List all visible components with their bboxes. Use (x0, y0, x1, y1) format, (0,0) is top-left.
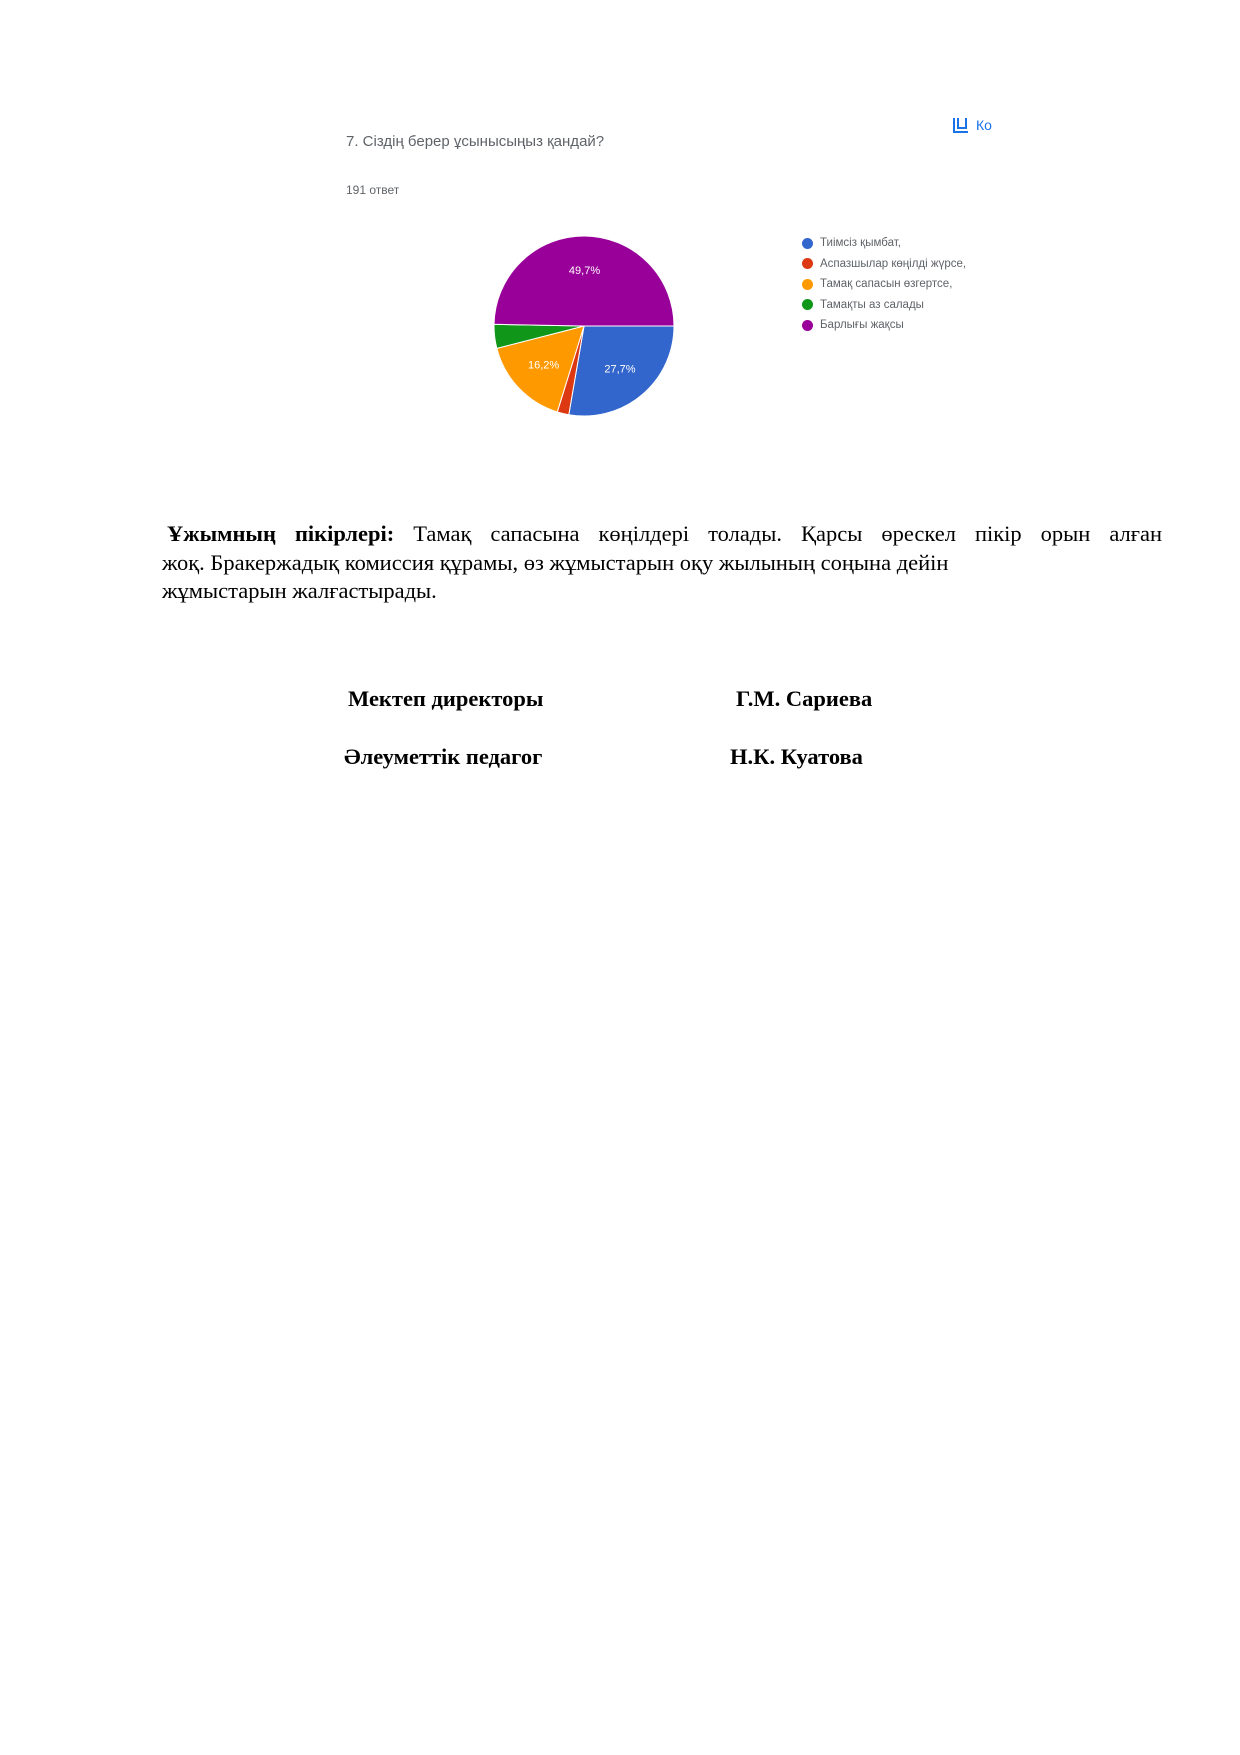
legend-label: Аспазшылар көңілді жүрсе, (820, 257, 967, 270)
copy-icon (952, 116, 970, 134)
legend-color-dot (802, 238, 813, 249)
signature-name-director: Г.М. Сариева (736, 686, 873, 711)
legend-item (802, 233, 966, 254)
legend-item (802, 274, 966, 295)
pie-slice-label: 27,7% (604, 363, 636, 376)
pie-slice-label: 16,2% (527, 359, 560, 372)
copy-chart-button[interactable] (952, 116, 992, 134)
chart-question-title: 7. Сіздің берер ұсынысыңыз қандай? (346, 133, 605, 150)
comments-heading: Ұжымның пікірлері: (167, 521, 395, 546)
survey-chart-block (340, 110, 1010, 450)
legend-color-dot (802, 320, 813, 331)
legend-item (802, 315, 966, 336)
pie-chart (489, 231, 679, 421)
comments-line-3: жұмыстарын жалғастырады. (162, 578, 437, 603)
pie-slice (494, 236, 674, 326)
pie-slice-label: 49,7% (568, 265, 601, 278)
chart-legend (802, 233, 966, 336)
copy-label: Ко (976, 117, 992, 133)
comments-line-1 (162, 520, 1162, 549)
legend-color-dot (802, 258, 813, 269)
legend-item (802, 295, 966, 316)
comments-paragraph (162, 520, 1162, 606)
legend-item (802, 254, 966, 275)
legend-label: Тамақ сапасын өзгертсе, (820, 278, 953, 291)
legend-color-dot (802, 279, 813, 290)
comments-line-1-text: Тамақ сапасына көңілдері толады. Қарсы өрескел пікір орын алған (394, 521, 1162, 546)
legend-label: Тиімсіз қымбат, (820, 237, 901, 250)
signature-name-social-pedagogue: Н.К. Куатова (730, 744, 863, 769)
comments-line-2: жоқ. Бракержадық комиссия құрамы, өз жұмыстарын оқу жылының соңына дейін (162, 549, 949, 575)
legend-color-dot (802, 299, 813, 310)
response-count: 191 ответ (346, 183, 400, 197)
legend-label: Тамақты аз салады (820, 298, 924, 311)
signature-role-social-pedagogue: Әлеуметтік педагог (344, 744, 543, 769)
signature-role-director: Мектеп директоры (348, 686, 544, 711)
legend-label: Барлығы жақсы (820, 319, 904, 332)
